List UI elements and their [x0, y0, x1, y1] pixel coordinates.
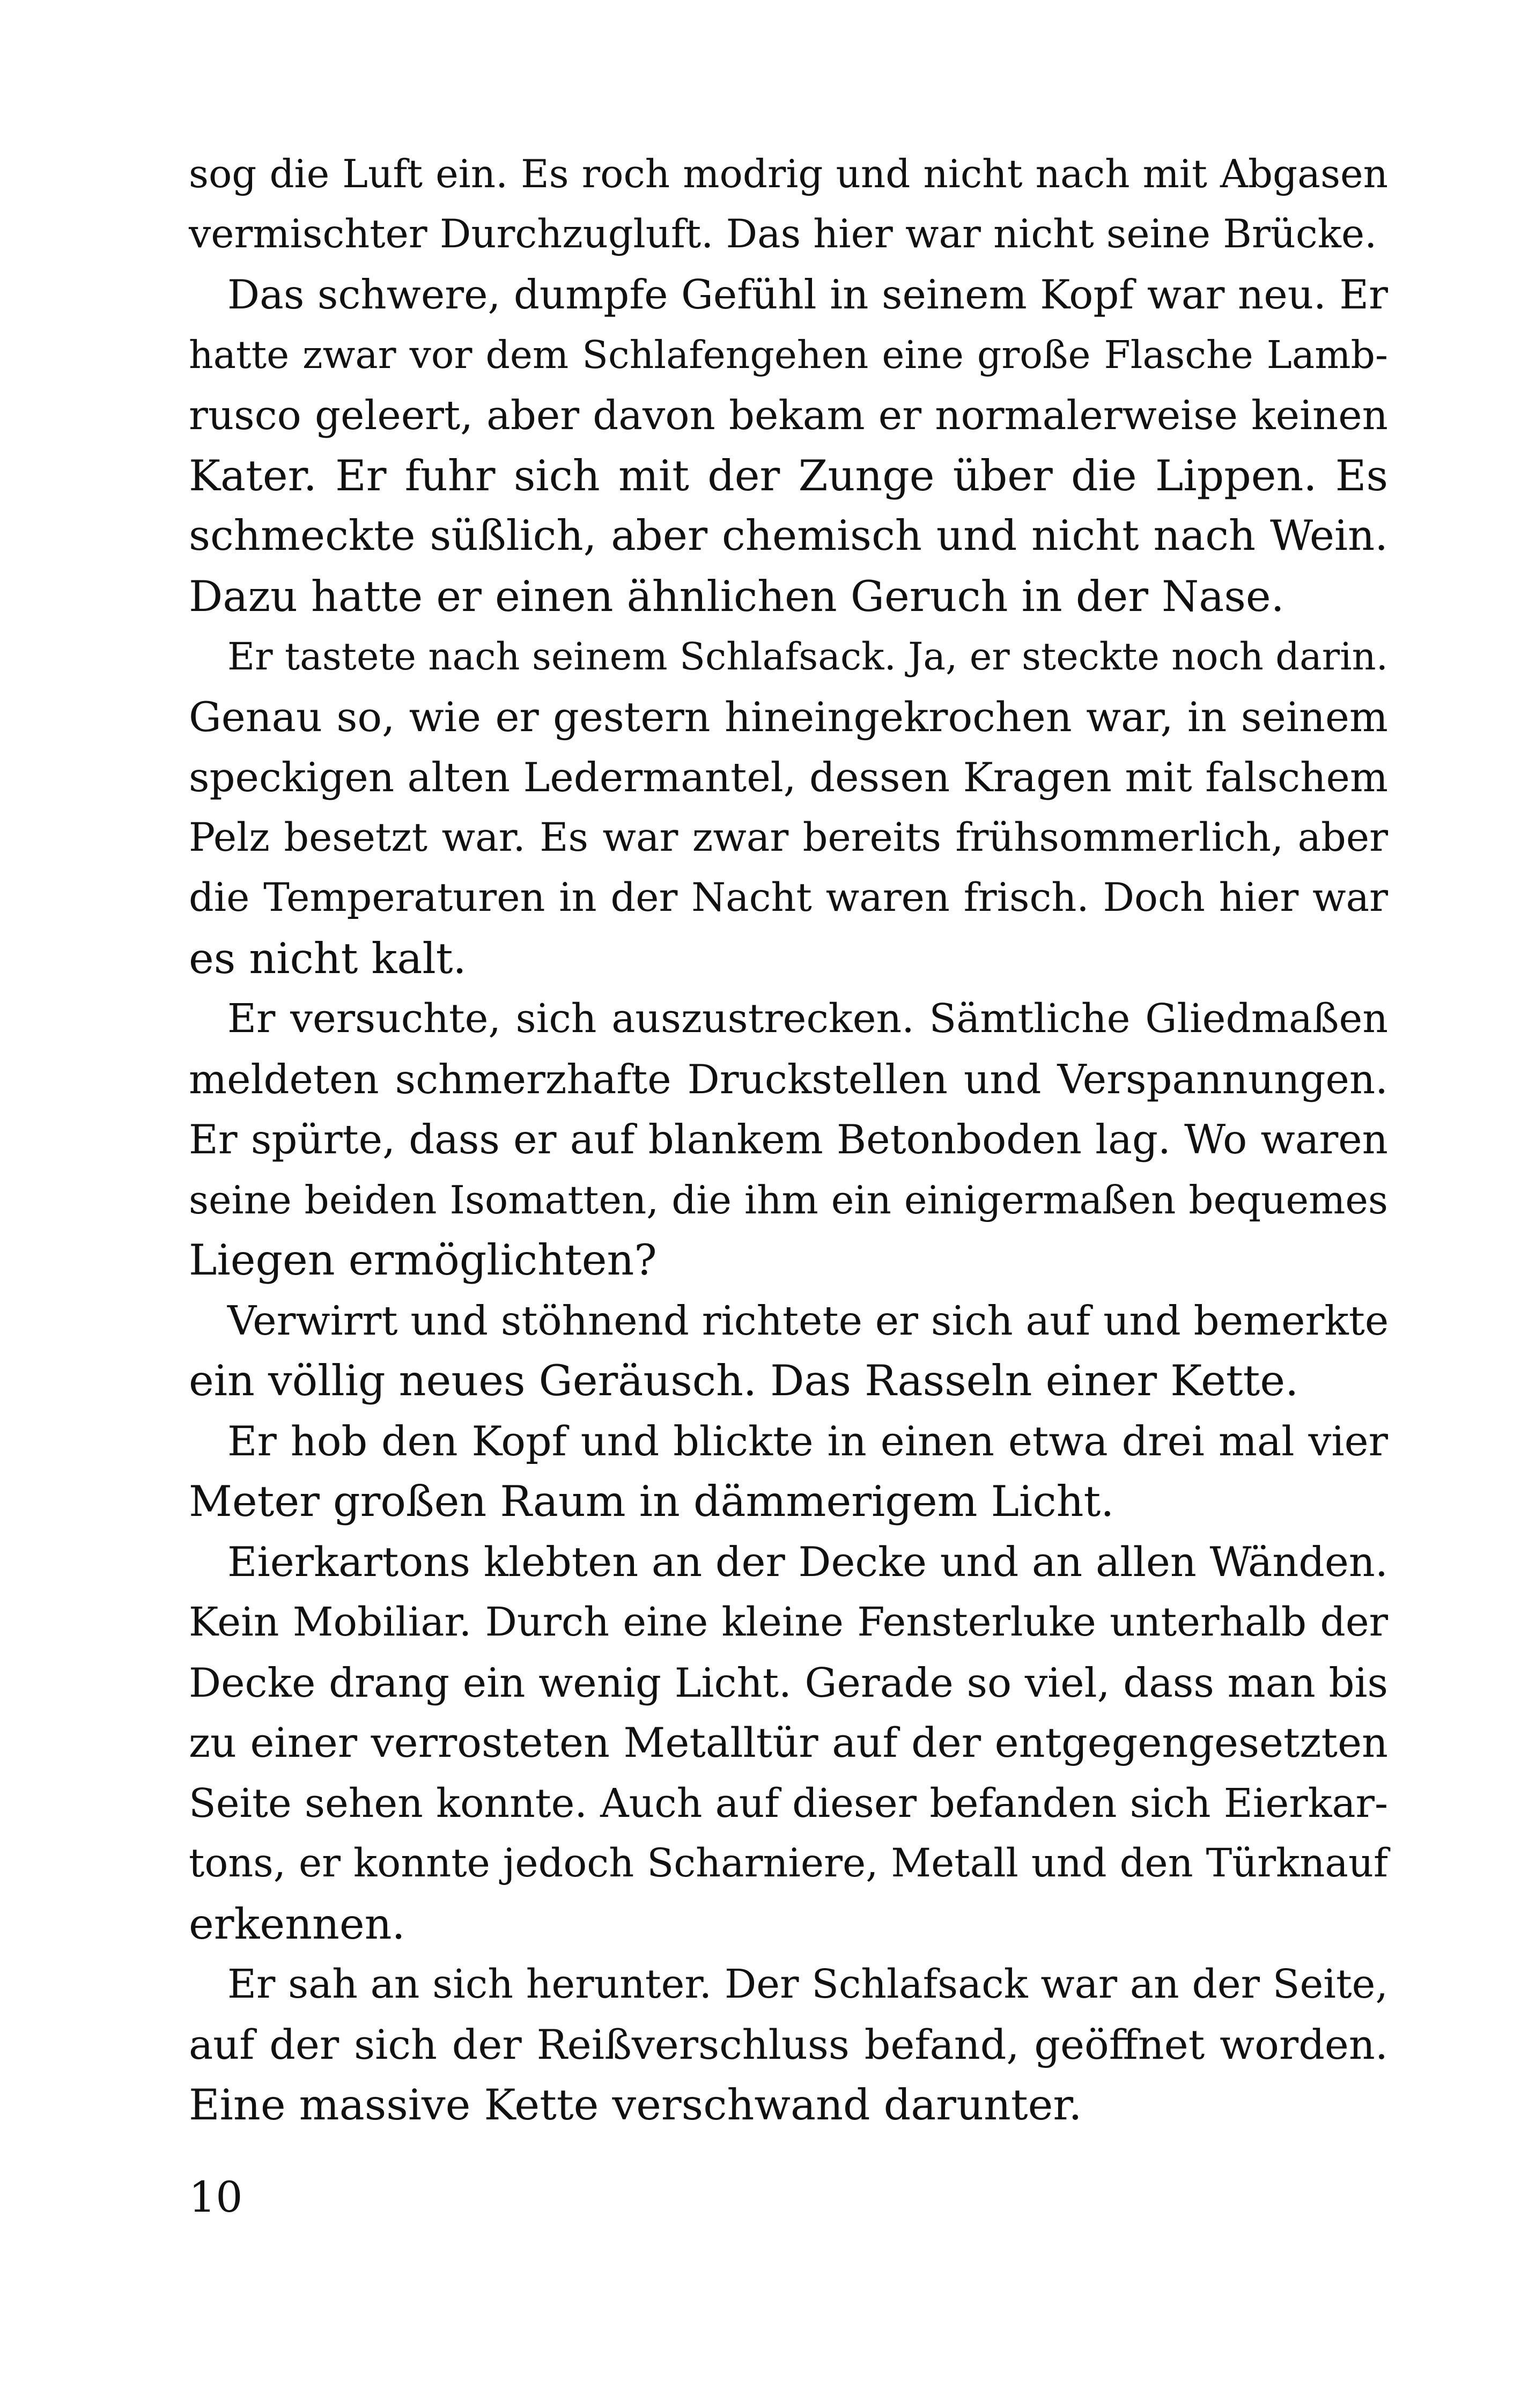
text-line: Kein Mobiliar. Durch eine kleine Fensterluke unterhalb der: [189, 1599, 1388, 1645]
text-line: erkennen.: [189, 1899, 405, 1949]
text-line: Das schwere, dumpfe Gefühl in seinem Kopf war neu. Er: [227, 271, 1388, 318]
text-line: tons, er konnte jedoch Scharniere, Metall und den Türknauf: [189, 1840, 1388, 1886]
text-line: sog die Luft ein. Es roch modrig und nicht nach mit Abgasen: [189, 151, 1388, 196]
text-line: Kater. Er fuhr sich mit der Zunge über die Lippen. Es: [189, 451, 1388, 500]
text-line: Er tastete nach seinem Schlafsack. Ja, er steckte noch darin.: [227, 635, 1388, 679]
text-line: Dazu hatte er einen ähnlichen Geruch in der Nase.: [189, 571, 1284, 621]
text-line: Er sah an sich herunter. Der Schlafsack war an der Seite,: [227, 1961, 1388, 2007]
text-line: Er versuchte, sich auszustrecken. Sämtliche Gliedmaßen: [227, 996, 1388, 1042]
text-line: Eierkartons klebten an der Decke und an allen Wänden.: [227, 1537, 1388, 1586]
text-line: meldeten schmerzhafte Druckstellen und Verspannungen.: [189, 1055, 1388, 1103]
text-line: Eine massive Kette verschwand darunter.: [189, 2080, 1082, 2130]
text-line: Meter großen Raum in dämmerigem Licht.: [189, 1477, 1114, 1526]
body-text: [189, 144, 1388, 2135]
text-line: Genau so, wie er gestern hineingekrochen war, in seinem: [189, 693, 1388, 741]
page-number: 10: [189, 2173, 243, 2222]
text-line: seine beiden Isomatten, die ihm ein einigermaßen bequemes: [189, 1177, 1388, 1223]
text-line: zu einer verrosteten Metalltür auf der entgegengesetzten: [189, 1719, 1388, 1766]
text-line: schmeckte süßlich, aber chemisch und nicht nach Wein.: [189, 512, 1388, 560]
text-line: Pelz besetzt war. Es war zwar bereits frühsommerlich, aber: [189, 814, 1388, 860]
text-line: auf der sich der Reißverschluss befand, geöffnet worden.: [189, 2020, 1388, 2068]
text-line: vermischter Durchzugluft. Das hier war nicht seine Brücke.: [189, 211, 1377, 257]
text-line: Decke drang ein wenig Licht. Gerade so viel, dass man bis: [189, 1659, 1388, 1706]
text-line: Er spürte, dass er auf blankem Betonboden lag. Wo waren: [189, 1116, 1388, 1163]
text-line: speckigen alten Ledermantel, dessen Kragen mit falschem: [189, 754, 1388, 801]
text-line: Verwirrt und stöhnend richtete er sich auf und bemerkte: [227, 1297, 1389, 1344]
text-line: rusco geleert, aber davon bekam er normalerweise keinen: [189, 392, 1388, 439]
text-line: es nicht kalt.: [189, 933, 467, 983]
text-line: ein völlig neues Geräusch. Das Rasseln einer Kette.: [189, 1356, 1299, 1405]
text-line: Liegen ermöglichten?: [189, 1235, 657, 1285]
text-line: Seite sehen konnte. Auch auf dieser befanden sich Eierkar-: [189, 1780, 1388, 1827]
text-line: hatte zwar vor dem Schlafengehen eine große Flasche Lamb-: [189, 332, 1388, 377]
text-line: Er hob den Kopf und blickte in einen etwa drei mal vier: [227, 1417, 1388, 1465]
text-line: die Temperaturen in der Nacht waren frisch. Doch hier war: [189, 875, 1388, 921]
